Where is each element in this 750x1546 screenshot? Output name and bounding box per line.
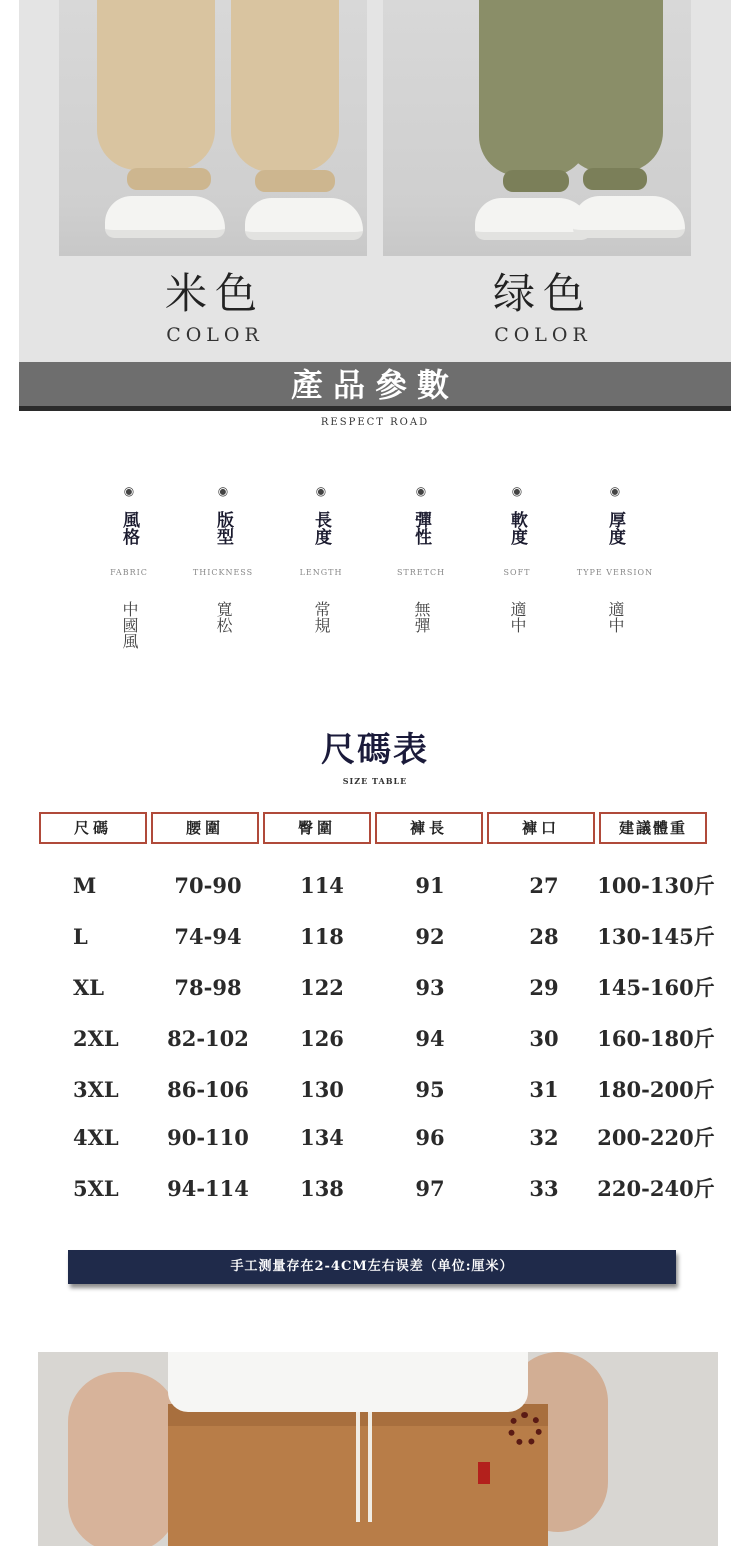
- table-cell: 28: [529, 924, 559, 949]
- table-cell: 4XL: [73, 1125, 119, 1150]
- table-row: [0, 1019, 750, 1059]
- param-thickness: [178, 484, 268, 633]
- param-label: 長度: [311, 511, 331, 545]
- table-cell: 94-114: [167, 1176, 249, 1201]
- table-cell: 91: [415, 873, 445, 898]
- table-cell: 30: [529, 1026, 559, 1051]
- param-type-version: [570, 484, 660, 633]
- param-value: 無彈: [412, 601, 431, 633]
- table-cell: 78-98: [174, 975, 242, 1000]
- param-label: 風格: [119, 511, 139, 545]
- table-cell: 138: [300, 1176, 344, 1201]
- table-cell: 2XL: [73, 1026, 119, 1051]
- table-cell: L: [73, 924, 88, 949]
- param-value: 中國風: [120, 601, 139, 649]
- size-header-size: 尺碼: [39, 812, 147, 844]
- table-cell: 97: [415, 1176, 445, 1201]
- param-label: 軟度: [507, 511, 527, 545]
- table-row: [0, 1070, 750, 1110]
- beige-color-en: COLOR: [166, 324, 264, 346]
- green-pants-photo: [383, 0, 691, 256]
- param-en-label: FABRIC: [110, 568, 148, 577]
- table-cell: 96: [415, 1125, 445, 1150]
- bracelet-icon: [508, 1412, 542, 1446]
- product-params-title: 產品參數: [290, 366, 459, 404]
- table-cell: 95: [415, 1077, 445, 1102]
- table-row: [0, 968, 750, 1008]
- param-value: 適中: [606, 601, 625, 633]
- table-cell: 90-110: [167, 1125, 249, 1150]
- param-fabric: [84, 484, 174, 649]
- table-cell: 118: [300, 924, 344, 949]
- color-options-panel: [19, 0, 731, 362]
- table-cell: 180-200斤: [597, 1077, 715, 1102]
- param-value: 寬松: [214, 601, 233, 633]
- table-cell: 134: [300, 1125, 344, 1150]
- beige-color-name: 米色: [164, 269, 265, 318]
- size-header-length: 褲長: [375, 812, 483, 844]
- table-cell: 93: [415, 975, 445, 1000]
- table-row: [0, 1118, 750, 1158]
- size-header-hip: 臀圍: [263, 812, 371, 844]
- circle-dot-icon: ◉: [315, 484, 327, 498]
- table-cell: 86-106: [167, 1077, 249, 1102]
- table-cell: 160-180斤: [597, 1026, 715, 1051]
- table-cell: 31: [529, 1077, 559, 1102]
- table-cell: 94: [415, 1026, 445, 1051]
- param-en-label: SOFT: [503, 568, 531, 577]
- circle-dot-icon: ◉: [415, 484, 427, 498]
- size-table-subtitle: SIZE TABLE: [342, 776, 408, 786]
- table-cell: 3XL: [73, 1077, 119, 1102]
- table-cell: 82-102: [167, 1026, 249, 1051]
- product-params-subtitle: RESPECT ROAD: [320, 417, 430, 428]
- model-photo: [38, 1352, 718, 1546]
- table-cell: 74-94: [174, 924, 242, 949]
- size-table-title: 尺碼表: [321, 730, 429, 770]
- circle-dot-icon: ◉: [609, 484, 621, 498]
- table-cell: 5XL: [73, 1176, 119, 1201]
- table-cell: 70-90: [174, 873, 242, 898]
- param-en-label: LENGTH: [299, 568, 343, 577]
- table-cell: 92: [415, 924, 445, 949]
- table-cell: 200-220斤: [597, 1125, 715, 1150]
- table-cell: M: [73, 873, 97, 898]
- table-row: [0, 917, 750, 957]
- table-cell: 220-240斤: [597, 1176, 715, 1201]
- param-label: 彈性: [411, 511, 431, 545]
- table-row: [0, 1169, 750, 1209]
- size-header-hem: 褲口: [487, 812, 595, 844]
- circle-dot-icon: ◉: [123, 484, 135, 498]
- table-cell: 122: [300, 975, 344, 1000]
- circle-dot-icon: ◉: [217, 484, 229, 498]
- table-cell: 114: [300, 873, 344, 898]
- param-value: 常規: [312, 601, 331, 633]
- size-header-weight: 建議體重: [599, 812, 707, 844]
- table-cell: 126: [300, 1026, 344, 1051]
- table-row: [0, 866, 750, 906]
- param-stretch: [376, 484, 466, 633]
- size-header-waist: 腰圍: [151, 812, 259, 844]
- param-label: 版型: [213, 511, 233, 545]
- circle-dot-icon: ◉: [511, 484, 523, 498]
- param-soft: [472, 484, 562, 633]
- table-cell: XL: [73, 975, 105, 1000]
- table-cell: 32: [529, 1125, 559, 1150]
- table-cell: 100-130斤: [597, 873, 715, 898]
- measurement-note: 手工测量存在2-4CM左右误差（单位:厘米）: [68, 1250, 676, 1284]
- param-value: 適中: [508, 601, 527, 633]
- table-cell: 130: [300, 1077, 344, 1102]
- param-length: [276, 484, 366, 633]
- table-cell: 130-145斤: [597, 924, 715, 949]
- green-color-label: [443, 268, 643, 346]
- green-color-en: COLOR: [494, 324, 592, 346]
- table-cell: 145-160斤: [597, 975, 715, 1000]
- param-en-label: STRETCH: [396, 568, 446, 577]
- beige-color-label: [115, 268, 315, 346]
- table-cell: 27: [529, 873, 559, 898]
- beige-pants-photo: [59, 0, 367, 256]
- param-en-label: THICKNESS: [192, 568, 254, 577]
- product-params-banner: [19, 362, 731, 411]
- param-en-label: TYPE VERSION: [576, 568, 654, 577]
- table-cell: 29: [529, 975, 559, 1000]
- param-label: 厚度: [605, 511, 625, 545]
- green-color-name: 绿色: [492, 269, 593, 318]
- table-cell: 33: [529, 1176, 559, 1201]
